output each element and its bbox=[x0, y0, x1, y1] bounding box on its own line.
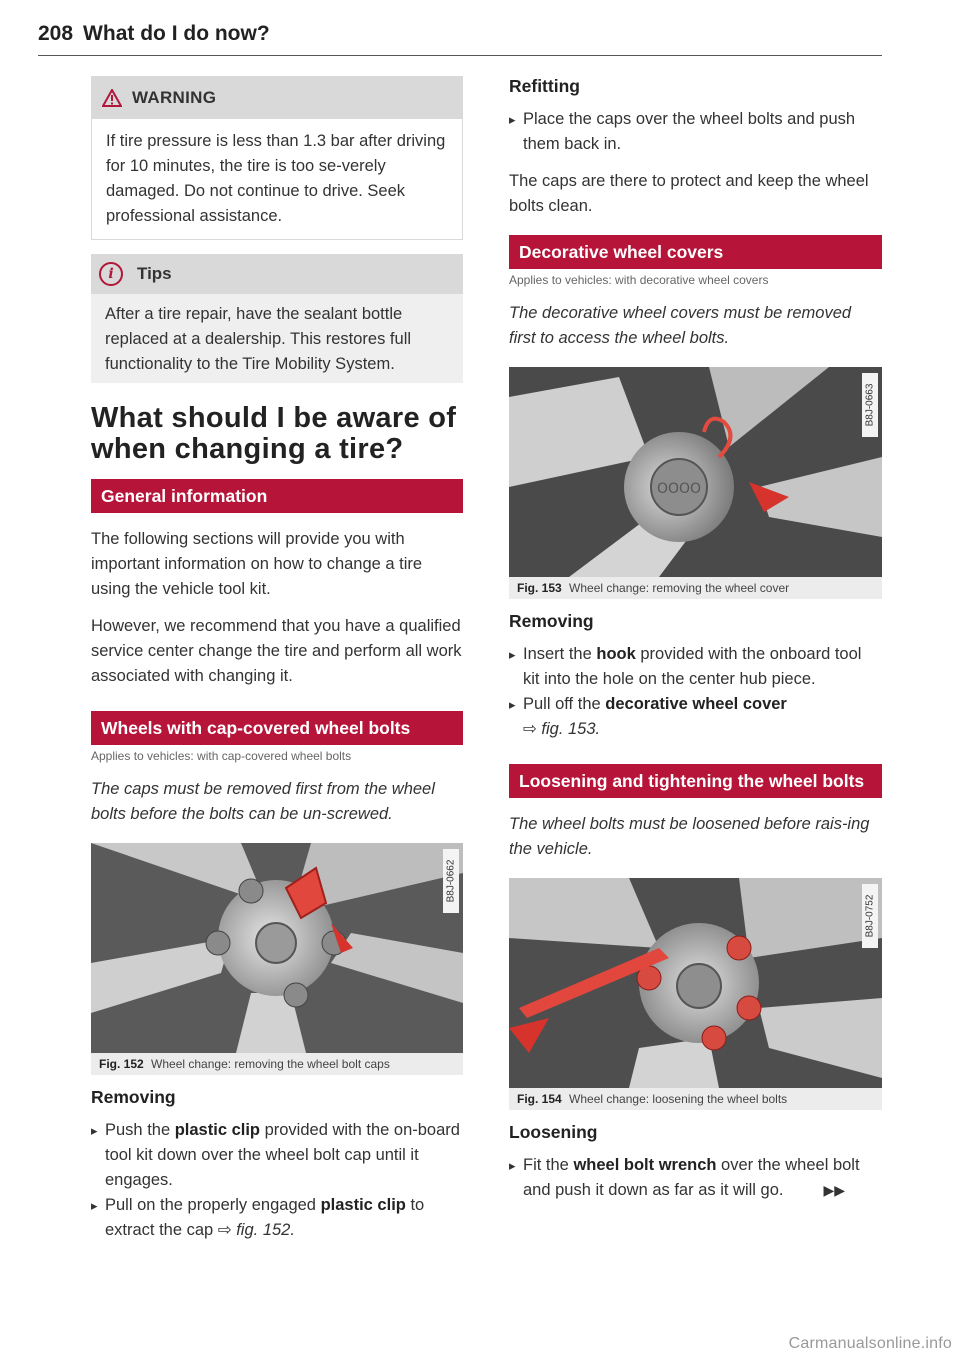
main-heading: What should I be aware of when changing a tire? bbox=[91, 402, 457, 465]
applies-cap-bolts: Applies to vehicles: with cap-covered wheel bolts bbox=[91, 749, 352, 763]
decorative-steps bbox=[509, 642, 882, 742]
intro-loosening: The wheel bolts must be loosened before rais-ing the vehicle. bbox=[509, 815, 870, 858]
warning-box bbox=[91, 76, 463, 240]
svg-text:OOOO: OOOO bbox=[656, 481, 702, 497]
figure-152-code: B8J-0662 bbox=[443, 849, 459, 913]
page-header bbox=[38, 22, 882, 56]
warning-title: WARNING bbox=[132, 88, 217, 107]
refitting-paragraph: The caps are there to protect and keep the wheel bolts clean. bbox=[509, 172, 869, 215]
section-title-loosening: Loosening and tightening the wheel bolts bbox=[509, 764, 882, 798]
tips-title: Tips bbox=[137, 264, 172, 283]
general-paragraph-2: However, we recommend that you have a qualified service center change the tire and perform all work associated with changing it. bbox=[91, 617, 462, 685]
section-title-decorative: Decorative wheel covers bbox=[509, 235, 882, 269]
figure-reference-link[interactable]: ⇨ fig. 152. bbox=[217, 1221, 295, 1239]
figure-154 bbox=[509, 878, 882, 1110]
tips-header bbox=[91, 254, 463, 294]
figure-153-label: Fig. 153 bbox=[517, 581, 562, 595]
figure-154-label: Fig. 154 bbox=[517, 1092, 562, 1106]
figure-154-caption: Fig. 154 Wheel change: loosening the wheel bolts bbox=[509, 1088, 882, 1110]
continue-arrow-icon: ▶▶ bbox=[823, 1182, 846, 1198]
list-item: ▸ Pull on the properly engaged plastic clip to extract the cap ⇨ fig. 152. bbox=[91, 1193, 463, 1243]
figure-153-image bbox=[509, 367, 882, 577]
removing-heading-1: Removing bbox=[91, 1087, 176, 1107]
refitting-heading: Refitting bbox=[509, 76, 580, 96]
figure-154-code: B8J-0752 bbox=[862, 884, 878, 948]
figure-152-label: Fig. 152 bbox=[99, 1057, 144, 1071]
chapter-title: What do I do now? bbox=[83, 22, 270, 45]
cap-bolts-steps bbox=[91, 1118, 463, 1243]
right-column bbox=[509, 76, 882, 1203]
figure-154-image bbox=[509, 878, 882, 1088]
figure-reference-link[interactable]: ⇨ fig. 153. bbox=[523, 720, 601, 738]
page-number: 208 bbox=[38, 22, 74, 45]
loosening-heading: Loosening bbox=[509, 1122, 598, 1142]
figure-152 bbox=[91, 843, 463, 1075]
list-item: ▸ Pull off the decorative wheel cover ⇨ fig. 153. bbox=[509, 692, 882, 742]
intro-cap-bolts: The caps must be removed first from the wheel bolts before the bolts can be un-screwed. bbox=[91, 780, 435, 823]
left-column bbox=[91, 76, 463, 1243]
removing-heading-2: Removing bbox=[509, 611, 594, 631]
list-item: ▸ Fit the wheel bolt wrench over the wheel bolt and push it down as far as it will go. ▶▶ bbox=[509, 1153, 882, 1203]
warning-triangle-icon bbox=[102, 89, 122, 107]
list-item: ▸ Push the plastic clip provided with the on-board tool kit down over the wheel bolt cap until it engages. bbox=[91, 1118, 463, 1193]
figure-153-code: B8J-0663 bbox=[862, 373, 878, 437]
general-paragraph-1: The following sections will provide you with important information on how to change a tire using the vehicle tool kit. bbox=[91, 530, 423, 598]
applies-decorative: Applies to vehicles: with decorative wheel covers bbox=[509, 273, 769, 287]
section-title-cap-bolts: Wheels with cap-covered wheel bolts bbox=[91, 711, 463, 745]
list-item: ▸ Insert the hook provided with the onboard tool kit into the hole on the center hub piece. bbox=[509, 642, 882, 692]
figure-153 bbox=[509, 367, 882, 599]
figure-152-caption: Fig. 152 Wheel change: removing the wheel bolt caps bbox=[91, 1053, 463, 1075]
list-item: ▸ Place the caps over the wheel bolts and push them back in. bbox=[509, 107, 882, 157]
intro-decorative: The decorative wheel covers must be removed first to access the wheel bolts. bbox=[509, 304, 852, 347]
warning-header bbox=[92, 77, 462, 119]
loosening-steps bbox=[509, 1153, 882, 1203]
info-icon: i bbox=[99, 262, 123, 286]
refitting-steps bbox=[509, 107, 882, 157]
section-title-general: General information bbox=[91, 479, 463, 513]
figure-153-caption: Fig. 153 Wheel change: removing the wheel cover bbox=[509, 577, 882, 599]
warning-text: If tire pressure is less than 1.3 bar after driving for 10 minutes, the tire is too se-verely damaged. Do not continue to drive. Seek professional assistance. bbox=[106, 132, 446, 225]
watermark: Carmanualsonline.info bbox=[788, 1335, 952, 1352]
tips-text: After a tire repair, have the sealant bottle replaced at a dealership. This restores full functionality to the Tire Mobility System. bbox=[105, 305, 412, 373]
figure-152-image bbox=[91, 843, 463, 1053]
tips-box bbox=[91, 254, 463, 383]
